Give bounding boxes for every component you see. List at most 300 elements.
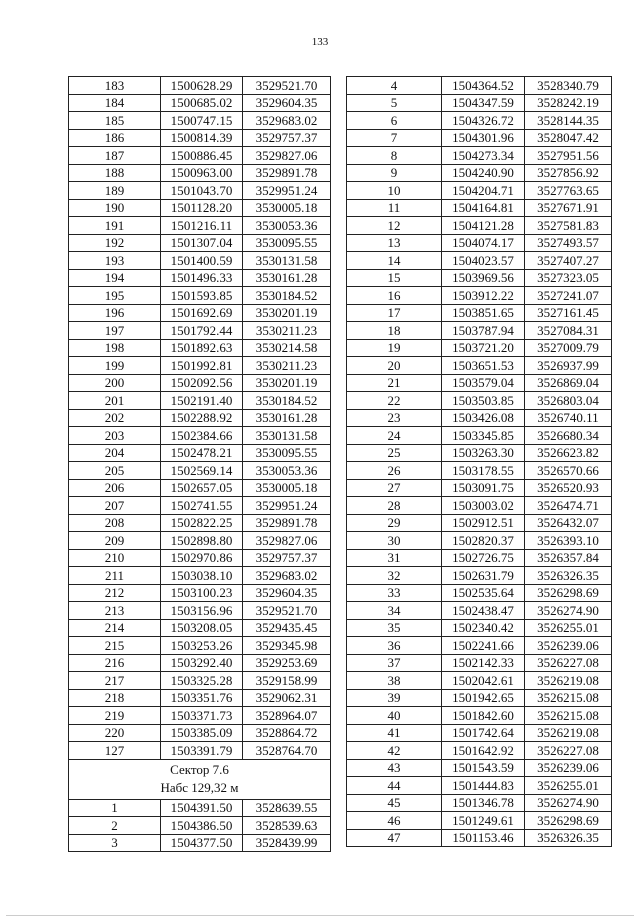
y-coordinate-cell: 3528242.19 (525, 94, 612, 112)
sector-subtitle: Набс 129,32 м (160, 780, 239, 795)
point-number-cell: 207 (69, 497, 161, 515)
point-number-cell: 33 (347, 584, 442, 602)
point-number-cell: 31 (347, 549, 442, 567)
x-coordinate-cell: 1502191.40 (161, 392, 243, 410)
table-row (69, 654, 331, 672)
x-coordinate-cell: 1500814.39 (161, 129, 243, 147)
point-number-cell: 36 (347, 637, 442, 655)
x-coordinate-cell: 1501307.04 (161, 234, 243, 252)
x-coordinate-cell: 1502741.55 (161, 497, 243, 515)
y-coordinate-cell: 3529521.70 (243, 77, 331, 95)
x-coordinate-cell: 1501543.59 (442, 759, 525, 777)
left-table-body-top (69, 77, 331, 760)
y-coordinate-cell: 3527493.57 (525, 234, 612, 252)
point-number-cell: 204 (69, 444, 161, 462)
y-coordinate-cell: 3529891.78 (243, 164, 331, 182)
table-row (347, 252, 612, 270)
x-coordinate-cell: 1503178.55 (442, 462, 525, 480)
y-coordinate-cell: 3526474.71 (525, 497, 612, 515)
point-number-cell: 7 (347, 129, 442, 147)
x-coordinate-cell: 1504164.81 (442, 199, 525, 217)
table-row (347, 707, 612, 725)
x-coordinate-cell: 1502912.51 (442, 514, 525, 532)
table-row (69, 322, 331, 340)
coordinates-table-left (68, 76, 331, 852)
y-coordinate-cell: 3529062.31 (243, 689, 331, 707)
point-number-cell: 10 (347, 182, 442, 200)
y-coordinate-cell: 3527241.07 (525, 287, 612, 305)
y-coordinate-cell: 3526227.08 (525, 742, 612, 760)
y-coordinate-cell: 3527581.83 (525, 217, 612, 235)
table-row (347, 392, 612, 410)
point-number-cell: 215 (69, 637, 161, 655)
x-coordinate-cell: 1503351.76 (161, 689, 243, 707)
y-coordinate-cell: 3529521.70 (243, 602, 331, 620)
x-coordinate-cell: 1503345.85 (442, 427, 525, 445)
point-number-cell: 186 (69, 129, 161, 147)
point-number-cell: 39 (347, 689, 442, 707)
table-row (69, 567, 331, 585)
y-coordinate-cell: 3530005.18 (243, 479, 331, 497)
table-row (347, 304, 612, 322)
table-row (69, 339, 331, 357)
x-coordinate-cell: 1502631.79 (442, 567, 525, 585)
table-row (69, 619, 331, 637)
y-coordinate-cell: 3529604.35 (243, 584, 331, 602)
x-coordinate-cell: 1501444.83 (442, 777, 525, 795)
table-row (69, 602, 331, 620)
table-row (347, 112, 612, 130)
point-number-cell: 40 (347, 707, 442, 725)
y-coordinate-cell: 3527323.05 (525, 269, 612, 287)
point-number-cell: 191 (69, 217, 161, 235)
x-coordinate-cell: 1502820.37 (442, 532, 525, 550)
x-coordinate-cell: 1504347.59 (442, 94, 525, 112)
x-coordinate-cell: 1504023.57 (442, 252, 525, 270)
point-number-cell: 218 (69, 689, 161, 707)
table-row (347, 794, 612, 812)
x-coordinate-cell: 1502822.25 (161, 514, 243, 532)
x-coordinate-cell: 1503263.30 (442, 444, 525, 462)
table-row (347, 77, 612, 95)
y-coordinate-cell: 3530201.19 (243, 304, 331, 322)
x-coordinate-cell: 1503579.04 (442, 374, 525, 392)
table-row (69, 164, 331, 182)
y-coordinate-cell: 3526298.69 (525, 812, 612, 830)
y-coordinate-cell: 3530211.23 (243, 322, 331, 340)
x-coordinate-cell: 1501593.85 (161, 287, 243, 305)
table-row (347, 444, 612, 462)
y-coordinate-cell: 3526520.93 (525, 479, 612, 497)
y-coordinate-cell: 3526239.06 (525, 637, 612, 655)
x-coordinate-cell: 1504074.17 (442, 234, 525, 252)
y-coordinate-cell: 3528439.99 (243, 834, 331, 852)
table-row (69, 724, 331, 742)
x-coordinate-cell: 1502288.92 (161, 409, 243, 427)
point-number-cell: 38 (347, 672, 442, 690)
x-coordinate-cell: 1502478.21 (161, 444, 243, 462)
x-coordinate-cell: 1503038.10 (161, 567, 243, 585)
point-number-cell: 17 (347, 304, 442, 322)
table-row (347, 217, 612, 235)
y-coordinate-cell: 3530184.52 (243, 287, 331, 305)
table-row (69, 689, 331, 707)
y-coordinate-cell: 3526740.11 (525, 409, 612, 427)
x-coordinate-cell: 1503100.23 (161, 584, 243, 602)
y-coordinate-cell: 3530131.58 (243, 252, 331, 270)
point-number-cell: 28 (347, 497, 442, 515)
table-row (347, 742, 612, 760)
table-row (347, 427, 612, 445)
table-row (69, 269, 331, 287)
x-coordinate-cell: 1502042.61 (442, 672, 525, 690)
point-number-cell: 12 (347, 217, 442, 235)
y-coordinate-cell: 3526326.35 (525, 567, 612, 585)
left-table-body-bottom (69, 799, 331, 852)
table-row (347, 94, 612, 112)
y-coordinate-cell: 3526219.08 (525, 724, 612, 742)
y-coordinate-cell: 3526570.66 (525, 462, 612, 480)
table-row (347, 147, 612, 165)
x-coordinate-cell: 1504273.34 (442, 147, 525, 165)
point-number-cell: 201 (69, 392, 161, 410)
x-coordinate-cell: 1503371.73 (161, 707, 243, 725)
point-number-cell: 189 (69, 182, 161, 200)
x-coordinate-cell: 1501942.65 (442, 689, 525, 707)
sector-header-row (69, 759, 331, 799)
x-coordinate-cell: 1501346.78 (442, 794, 525, 812)
point-number-cell: 6 (347, 112, 442, 130)
y-coordinate-cell: 3527856.92 (525, 164, 612, 182)
x-coordinate-cell: 1504204.71 (442, 182, 525, 200)
right-table-body (347, 77, 612, 847)
y-coordinate-cell: 3527161.45 (525, 304, 612, 322)
x-coordinate-cell: 1502092.56 (161, 374, 243, 392)
x-coordinate-cell: 1501249.61 (442, 812, 525, 830)
table-row (347, 199, 612, 217)
point-number-cell: 202 (69, 409, 161, 427)
y-coordinate-cell: 3529435.45 (243, 619, 331, 637)
y-coordinate-cell: 3530211.23 (243, 357, 331, 375)
table-row (69, 532, 331, 550)
point-number-cell: 15 (347, 269, 442, 287)
y-coordinate-cell: 3526803.04 (525, 392, 612, 410)
point-number-cell: 217 (69, 672, 161, 690)
table-row (69, 584, 331, 602)
y-coordinate-cell: 3528047.42 (525, 129, 612, 147)
table-row (69, 112, 331, 130)
x-coordinate-cell: 1501842.60 (442, 707, 525, 725)
x-coordinate-cell: 1504386.50 (161, 817, 243, 835)
y-coordinate-cell: 3528764.70 (243, 742, 331, 760)
y-coordinate-cell: 3526239.06 (525, 759, 612, 777)
table-row (69, 217, 331, 235)
point-number-cell: 188 (69, 164, 161, 182)
x-coordinate-cell: 1502970.86 (161, 549, 243, 567)
point-number-cell: 26 (347, 462, 442, 480)
table-row (69, 479, 331, 497)
x-coordinate-cell: 1504364.52 (442, 77, 525, 95)
scan-bottom-edge (6, 915, 634, 916)
table-row (347, 409, 612, 427)
table-row (69, 427, 331, 445)
point-number-cell: 14 (347, 252, 442, 270)
y-coordinate-cell: 3529757.37 (243, 549, 331, 567)
y-coordinate-cell: 3529253.69 (243, 654, 331, 672)
table-row (347, 812, 612, 830)
table-row (69, 234, 331, 252)
table-row (347, 567, 612, 585)
table-row (347, 637, 612, 655)
table-row (347, 549, 612, 567)
point-number-cell: 212 (69, 584, 161, 602)
x-coordinate-cell: 1501642.92 (442, 742, 525, 760)
x-coordinate-cell: 1503721.20 (442, 339, 525, 357)
point-number-cell: 214 (69, 619, 161, 637)
x-coordinate-cell: 1502340.42 (442, 619, 525, 637)
table-row (69, 462, 331, 480)
x-coordinate-cell: 1501496.33 (161, 269, 243, 287)
table-row (347, 129, 612, 147)
x-coordinate-cell: 1501043.70 (161, 182, 243, 200)
y-coordinate-cell: 3530184.52 (243, 392, 331, 410)
table-row (69, 147, 331, 165)
point-number-cell: 203 (69, 427, 161, 445)
point-number-cell: 18 (347, 322, 442, 340)
left-table-sector-block (69, 759, 331, 799)
table-row (347, 164, 612, 182)
table-row (69, 129, 331, 147)
table-row (69, 549, 331, 567)
x-coordinate-cell: 1501792.44 (161, 322, 243, 340)
y-coordinate-cell: 3530161.28 (243, 409, 331, 427)
y-coordinate-cell: 3529951.24 (243, 497, 331, 515)
point-number-cell: 219 (69, 707, 161, 725)
x-coordinate-cell: 1500747.15 (161, 112, 243, 130)
x-coordinate-cell: 1503385.09 (161, 724, 243, 742)
table-row (347, 689, 612, 707)
x-coordinate-cell: 1503091.75 (442, 479, 525, 497)
table-row (69, 94, 331, 112)
y-coordinate-cell: 3526326.35 (525, 829, 612, 847)
y-coordinate-cell: 3526623.82 (525, 444, 612, 462)
x-coordinate-cell: 1503851.65 (442, 304, 525, 322)
point-number-cell: 46 (347, 812, 442, 830)
y-coordinate-cell: 3529604.35 (243, 94, 331, 112)
y-coordinate-cell: 3526937.99 (525, 357, 612, 375)
point-number-cell: 198 (69, 339, 161, 357)
y-coordinate-cell: 3530053.36 (243, 217, 331, 235)
y-coordinate-cell: 3530005.18 (243, 199, 331, 217)
point-number-cell: 9 (347, 164, 442, 182)
x-coordinate-cell: 1501892.63 (161, 339, 243, 357)
y-coordinate-cell: 3526393.10 (525, 532, 612, 550)
x-coordinate-cell: 1503253.26 (161, 637, 243, 655)
y-coordinate-cell: 3526432.07 (525, 514, 612, 532)
table-row (347, 234, 612, 252)
point-number-cell: 20 (347, 357, 442, 375)
point-number-cell: 8 (347, 147, 442, 165)
point-number-cell: 1 (69, 799, 161, 817)
point-number-cell: 32 (347, 567, 442, 585)
page-number: 133 (311, 36, 329, 48)
table-row (347, 182, 612, 200)
table-row (347, 759, 612, 777)
y-coordinate-cell: 3527763.65 (525, 182, 612, 200)
y-coordinate-cell: 3529158.99 (243, 672, 331, 690)
x-coordinate-cell: 1503426.08 (442, 409, 525, 427)
table-row (69, 817, 331, 835)
point-number-cell: 187 (69, 147, 161, 165)
point-number-cell: 37 (347, 654, 442, 672)
coordinates-table-right (346, 76, 612, 847)
y-coordinate-cell: 3529951.24 (243, 182, 331, 200)
x-coordinate-cell: 1502657.05 (161, 479, 243, 497)
y-coordinate-cell: 3526869.04 (525, 374, 612, 392)
point-number-cell: 19 (347, 339, 442, 357)
x-coordinate-cell: 1500685.02 (161, 94, 243, 112)
point-number-cell: 45 (347, 794, 442, 812)
point-number-cell: 211 (69, 567, 161, 585)
x-coordinate-cell: 1503003.02 (442, 497, 525, 515)
point-number-cell: 25 (347, 444, 442, 462)
x-coordinate-cell: 1503503.85 (442, 392, 525, 410)
x-coordinate-cell: 1503969.56 (442, 269, 525, 287)
point-number-cell: 206 (69, 479, 161, 497)
table-row (347, 514, 612, 532)
table-row (347, 479, 612, 497)
y-coordinate-cell: 3526215.08 (525, 707, 612, 725)
x-coordinate-cell: 1502569.14 (161, 462, 243, 480)
point-number-cell: 216 (69, 654, 161, 672)
x-coordinate-cell: 1502142.33 (442, 654, 525, 672)
y-coordinate-cell: 3528639.55 (243, 799, 331, 817)
point-number-cell: 213 (69, 602, 161, 620)
table-row (347, 357, 612, 375)
table-row (69, 409, 331, 427)
table-row (347, 777, 612, 795)
x-coordinate-cell: 1504326.72 (442, 112, 525, 130)
x-coordinate-cell: 1501128.20 (161, 199, 243, 217)
table-row (69, 252, 331, 270)
x-coordinate-cell: 1500886.45 (161, 147, 243, 165)
x-coordinate-cell: 1503912.22 (442, 287, 525, 305)
table-row (347, 584, 612, 602)
point-number-cell: 2 (69, 817, 161, 835)
x-coordinate-cell: 1503208.05 (161, 619, 243, 637)
x-coordinate-cell: 1501992.81 (161, 357, 243, 375)
x-coordinate-cell: 1503325.28 (161, 672, 243, 690)
y-coordinate-cell: 3529683.02 (243, 112, 331, 130)
y-coordinate-cell: 3528964.07 (243, 707, 331, 725)
x-coordinate-cell: 1501742.64 (442, 724, 525, 742)
table-row (69, 357, 331, 375)
x-coordinate-cell: 1501153.46 (442, 829, 525, 847)
point-number-cell: 27 (347, 479, 442, 497)
y-coordinate-cell: 3527671.91 (525, 199, 612, 217)
y-coordinate-cell: 3529827.06 (243, 147, 331, 165)
x-coordinate-cell: 1503651.53 (442, 357, 525, 375)
x-coordinate-cell: 1504240.90 (442, 164, 525, 182)
x-coordinate-cell: 1501692.69 (161, 304, 243, 322)
point-number-cell: 208 (69, 514, 161, 532)
table-row (69, 392, 331, 410)
table-row (69, 707, 331, 725)
point-number-cell: 192 (69, 234, 161, 252)
point-number-cell: 190 (69, 199, 161, 217)
table-row (69, 742, 331, 760)
y-coordinate-cell: 3530214.58 (243, 339, 331, 357)
y-coordinate-cell: 3530095.55 (243, 444, 331, 462)
table-row (69, 497, 331, 515)
table-row (69, 444, 331, 462)
y-coordinate-cell: 3530201.19 (243, 374, 331, 392)
y-coordinate-cell: 3529891.78 (243, 514, 331, 532)
x-coordinate-cell: 1503292.40 (161, 654, 243, 672)
x-coordinate-cell: 1503391.79 (161, 742, 243, 760)
point-number-cell: 29 (347, 514, 442, 532)
table-row (69, 304, 331, 322)
table-row (69, 834, 331, 852)
point-number-cell: 183 (69, 77, 161, 95)
x-coordinate-cell: 1502438.47 (442, 602, 525, 620)
point-number-cell: 185 (69, 112, 161, 130)
x-coordinate-cell: 1504121.28 (442, 217, 525, 235)
y-coordinate-cell: 3527009.79 (525, 339, 612, 357)
point-number-cell: 205 (69, 462, 161, 480)
x-coordinate-cell: 1501400.59 (161, 252, 243, 270)
point-number-cell: 200 (69, 374, 161, 392)
y-coordinate-cell: 3526274.90 (525, 794, 612, 812)
x-coordinate-cell: 1503156.96 (161, 602, 243, 620)
table-row (347, 602, 612, 620)
table-row (347, 497, 612, 515)
y-coordinate-cell: 3528864.72 (243, 724, 331, 742)
x-coordinate-cell: 1504301.96 (442, 129, 525, 147)
y-coordinate-cell: 3526255.01 (525, 777, 612, 795)
y-coordinate-cell: 3529757.37 (243, 129, 331, 147)
point-number-cell: 30 (347, 532, 442, 550)
table-row (69, 374, 331, 392)
point-number-cell: 47 (347, 829, 442, 847)
point-number-cell: 197 (69, 322, 161, 340)
point-number-cell: 23 (347, 409, 442, 427)
table-row (347, 654, 612, 672)
x-coordinate-cell: 1504377.50 (161, 834, 243, 852)
point-number-cell: 210 (69, 549, 161, 567)
point-number-cell: 5 (347, 94, 442, 112)
table-row (69, 672, 331, 690)
point-number-cell: 41 (347, 724, 442, 742)
point-number-cell: 13 (347, 234, 442, 252)
point-number-cell: 199 (69, 357, 161, 375)
table-row (347, 829, 612, 847)
x-coordinate-cell: 1504391.50 (161, 799, 243, 817)
table-row (69, 637, 331, 655)
point-number-cell: 196 (69, 304, 161, 322)
x-coordinate-cell: 1502535.64 (442, 584, 525, 602)
y-coordinate-cell: 3530095.55 (243, 234, 331, 252)
point-number-cell: 42 (347, 742, 442, 760)
table-row (347, 339, 612, 357)
table-row (69, 514, 331, 532)
point-number-cell: 21 (347, 374, 442, 392)
point-number-cell: 195 (69, 287, 161, 305)
y-coordinate-cell: 3526274.90 (525, 602, 612, 620)
x-coordinate-cell: 1502726.75 (442, 549, 525, 567)
point-number-cell: 24 (347, 427, 442, 445)
table-row (347, 374, 612, 392)
